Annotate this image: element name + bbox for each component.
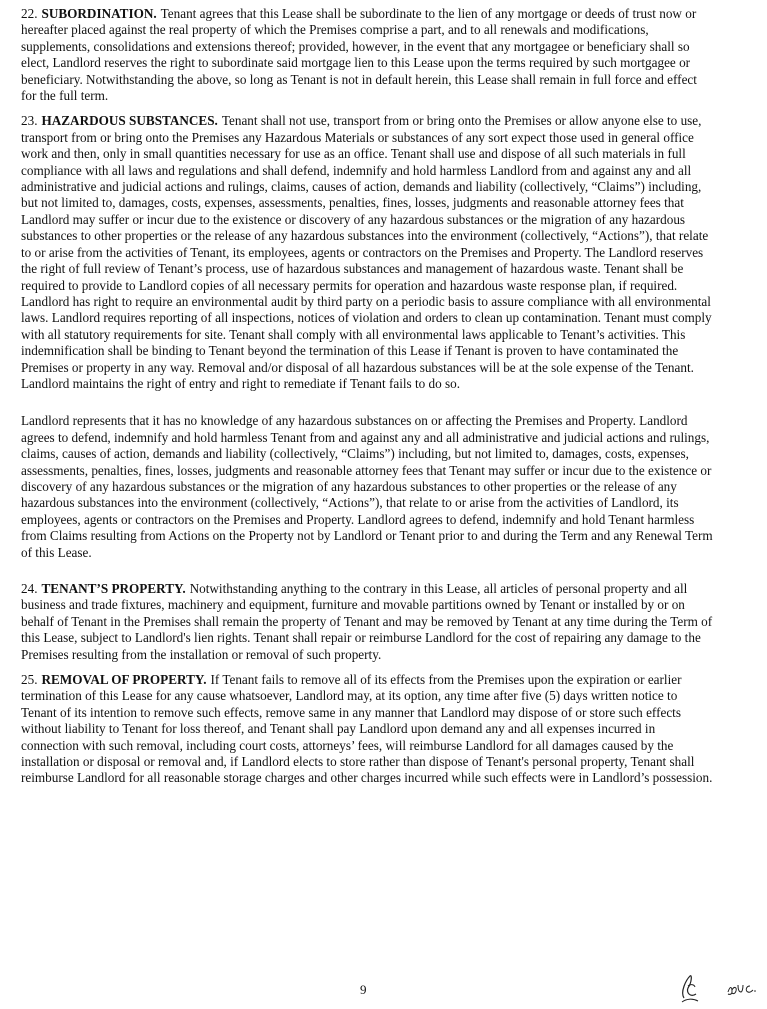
section-heading: SUBORDINATION. [41, 6, 157, 21]
landlord-representation-paragraph [21, 413, 714, 561]
section-text: Tenant agrees that this Lease shall be subordinate to the lien of any mortgage or deeds of trust now or hereafter placed against the real property of which the Premises comprise a part, and to all renewals and modifications, supplements, consolidations and extensions thereof; provided, however, in the event that any mortgagee or beneficiary shall so elect, Landlord reserves the right to subordinate said mortgage lien to this Lease upon the terms required by such mortgagee or beneficiary. Notwithstanding the above, so long as Tenant is not in default herein, this Lease shall remain in full force and effect for the full term. [21, 6, 697, 104]
section-number: 23. [21, 113, 38, 129]
section-number: 25. [21, 672, 38, 688]
section-heading: TENANT’S PROPERTY. [41, 581, 186, 596]
section-number: 22. [21, 6, 38, 21]
section-number: 24. [21, 581, 38, 596]
section-text: Landlord represents that it has no knowledge of any hazardous substances on or affecting the Premises and Property. Landlord agrees to defend, indemnify and hold harmless Tenant from and against any and all administrative and judicial actions and rulings, claims, causes of action, demands and liability (collectively, “Claims”) including, but not limited to, damages, costs, expenses, assessments, penalties, fines, losses, judgments and reasonable attorney fees that Tenant may suffer or incur due to the existence or discovery of any hazardous substances or the migration of any hazardous substances to other properties or the release of any hazardous substances into the environment (collectively, “Actions”), that relate to or arise from the activities of Landlord, its employees, agents or contractors on the Premises and Property. Landlord agrees to defend, indemnify and hold Tenant harmless from Claims resulting from Actions on the Property not by Landlord or Tenant prior to and during the Term and any Renewal Term of this Lease. [21, 413, 713, 560]
section-tenants-property [21, 581, 714, 663]
section-removal-of-property [21, 672, 714, 787]
section-hazardous-substances [21, 113, 714, 392]
section-text: Tenant shall not use, transport from or bring onto the Premises or allow anyone else to use, transport from or bring onto the Premises any Hazardous Materials or substances of any sort expect those used in general office work and then, only in small quantities necessary for use as an office. Tenant shall use and dispose of all such materials in full compliance with all laws and regulations and shall defend, indemnify and hold harmless Landlord from and against any and all administrative and judicial actions and rulings, claims, causes of action, demands and liability (collectively, “Claims”) including, but not limited to, damages, costs, expenses, assessments, penalties, fines, losses, judgments and reasonable attorney fees that Landlord may suffer or incur due to the existence or discovery of any hazardous substances or the migration of any hazardous substances to other properties or the release of any hazardous substances into the environment (collectively, “Actions”), that relate to or arise from the activities of Tenant, its employees, agents or contractors on the Premises and Property. The Landlord reserves the right of full review of Tenant’s process, use of hazardous substances and management of hazardous waste. Tenant shall be required to provide to Landlord copies of all necessary permits for operation and hazardous waste response plan, if required. Landlord has right to require an environmental audit by third party on a periodic basis to assure compliance with all environmental laws. Landlord requires reporting of all inspections, notices of violation and orders to clean up contamination. Tenant must comply with all statutory requirements for site. Tenant shall comply with all environmental laws applicable to Tenant’s activities. This indemnification shall be binding to Tenant beyond the termination of this Lease if Tenant is proven to have contaminated the Premises or property in any way. Removal and/or disposal of all hazardous substances will be at the sole expense of the Tenant. Landlord maintains the right of entry and right to remediate if Tenant fails to do so. [21, 113, 712, 391]
section-heading: REMOVAL OF PROPERTY. [41, 672, 207, 688]
lease-page [21, 6, 714, 787]
section-subordination [21, 6, 714, 104]
handwritten-initials [676, 968, 766, 1008]
section-text: Notwithstanding anything to the contrary in this Lease, all articles of personal property and all business and trade fixtures, machinery and equipment, furniture and movable partitions owned by Tenant or installed by or on behalf of Tenant in the Premises shall remain the property of Tenant and may be removed by Tenant at any time during the Term of this Lease, subject to Landlord's lien rights. Tenant shall repair or reimburse Landlord for the cost of repairing any damage to the Premises resulting from the installation or removal of such property. [21, 581, 713, 662]
section-text: If Tenant fails to remove all of its effects from the Premises upon the expiration or earlier termination of this Lease for any cause whatsoever, Landlord may, at its option, any time after five (5) days written notice to Tenant of its intention to remove such effects, remove same in any manner that Landlord may dispose of or store such effects without liability to Tenant for loss thereof, and Tenant shall pay Landlord upon demand any and all expenses incurred in connection with such removal, including court costs, attorneys’ fees, will reimburse Landlord for all damages caused by the installation or disposal or removal and, if Landlord elects to store rather than dispose of Tenant's personal property, Tenant shall reimburse Landlord for all reasonable storage charges and other charges incurred while such effects were in Landlord’s possession. [21, 672, 713, 786]
section-heading: HAZARDOUS SUBSTANCES. [41, 113, 218, 129]
page-number: 9 [360, 982, 367, 997]
